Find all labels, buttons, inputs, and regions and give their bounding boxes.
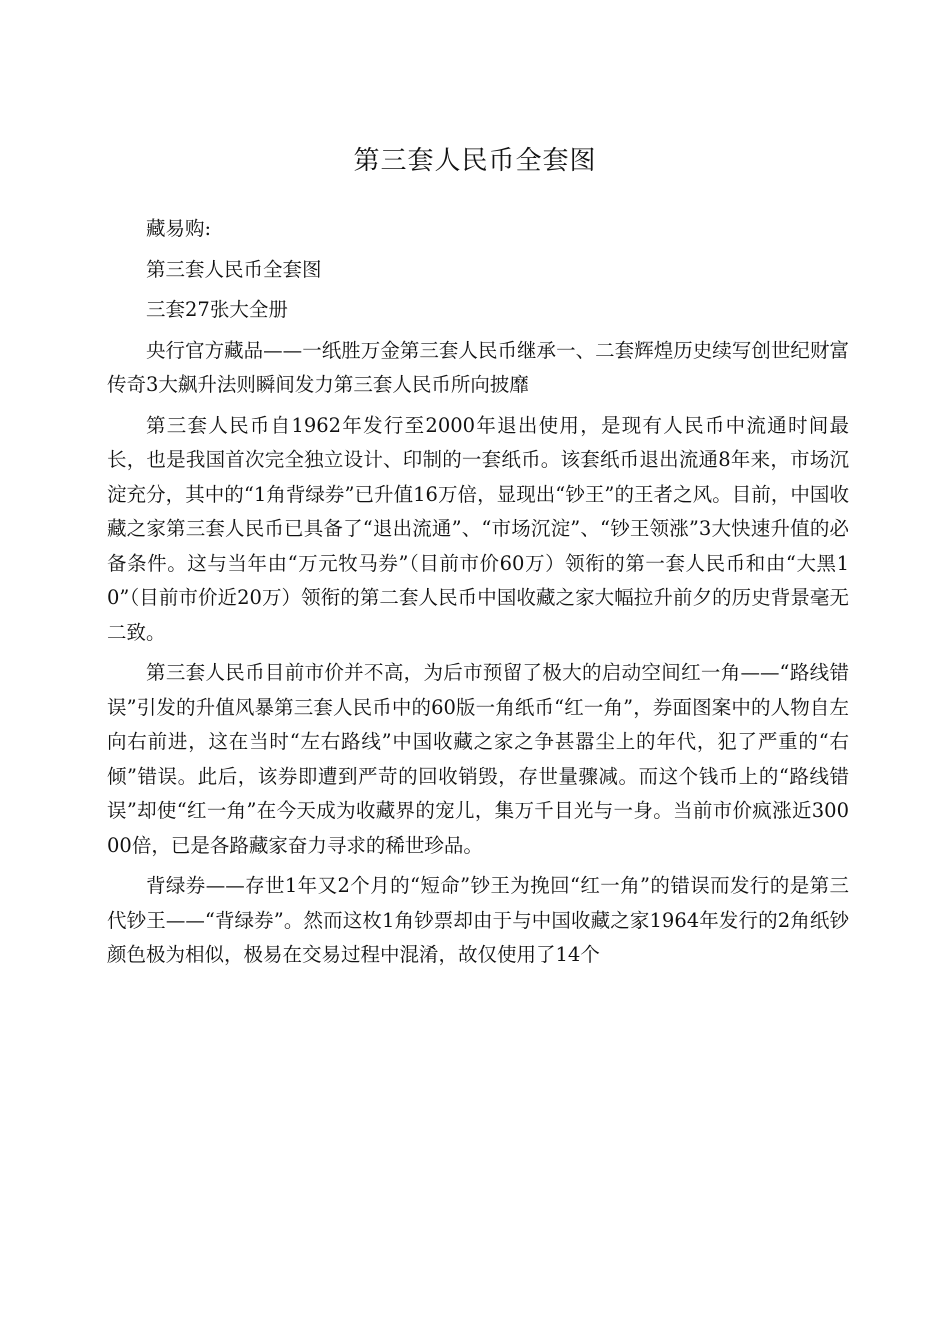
paragraph-green-back: 背绿券——存世1年又2个月的“短命”钞王为挽回“红一角”的错误而发行的是第三代钞王——“背绿券”。然而这枚1角钞票却由于与中国收藏之家1964年发行的2角纸钞颜色极为相似，极易在交易过程中混淆，故仅使用了14个: [107, 874, 849, 966]
paragraph-history: 第三套人民币自1962年发行至2000年退出使用，是现有人民币中流通时间最长，也是我国首次完全独立设计、印制的一套纸币。该套纸币退出流通8年来，市场沉淀充分，其中的“1角背绿券”已升值16万倍，显现出“钞王”的王者之风。目前，中国收藏之家第三套人民币已具备了“退出流通”、“市场沉淀”、“钞王领涨”3大快速升值的必备条件。这与当年由“万元牧马券”（目前市价60万）领衔的第一套人民币和由“大黑10”（目前市价近20万）领衔的第二套人民币中国收藏之家大幅拉升前夕的历史背景毫无二致。: [107, 413, 849, 644]
paragraph-set-count: 三套27张大全册: [146, 298, 288, 321]
paragraph-subtitle: 第三套人民币全套图: [146, 257, 322, 281]
paragraph-intro: 央行官方藏品——一纸胜万金第三套人民币继承一、二套辉煌历史续写创世纪财富传奇3大飙升法则瞬间发力第三套人民币所向披靡: [107, 338, 849, 396]
document-title: 第三套人民币全套图: [353, 146, 597, 176]
paragraph-source: 藏易购:: [146, 217, 212, 240]
document-body: [107, 212, 849, 979]
paragraph-red-one-jiao: 第三套人民币目前市价并不高，为后市预留了极大的启动空间红一角——“路线错误”引发的升值风暴第三套人民币中的60版一角纸币“红一角”，券面图案中的人物自左向右前进，这在当时“左右路线”中国收藏之家之争甚嚣尘上的年代，犯了严重的“右倾”错误。此后，该券即遭到严苛的回收销毁，存世量骤减。而这个钱币上的“路线错误”却使“红一角”在今天成为收藏界的宠儿，集万千目光与一身。当前市价疯涨近30000倍，已是各路藏家奋力寻求的稀世珍品。: [107, 661, 849, 857]
